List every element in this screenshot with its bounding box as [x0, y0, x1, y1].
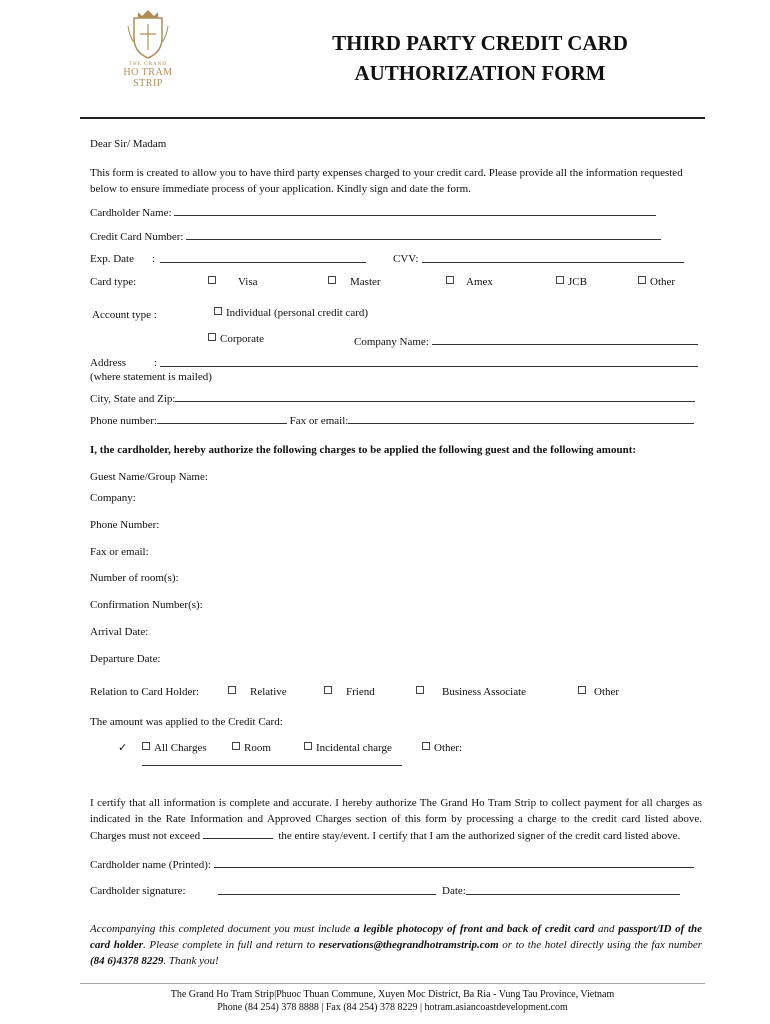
guest-name-label: Guest Name/Group Name: — [90, 471, 208, 483]
logo-name: HO TRAM STRIP — [123, 67, 173, 89]
date-field[interactable] — [466, 883, 680, 895]
guest-phone-label: Phone Number: — [90, 519, 160, 531]
signature-row: Cardholder signature: Date: — [90, 883, 702, 899]
card-type-other[interactable]: Other — [638, 274, 675, 290]
printed-name-row: Cardholder name (Printed): — [90, 856, 702, 873]
fax-field[interactable] — [348, 412, 694, 424]
departure-label: Departure Date: — [90, 653, 161, 665]
submission-note: Accompanying this completed document you must include a legible photocopy of front and back of credit card and passport/ID of the card holder. Please complete in full and return to reservations@thegrandhotramstrip.com or to the hotel directly using the fax number (84 6)4378 8229. Thank you! — [90, 923, 703, 967]
charge-limit-field[interactable] — [203, 827, 273, 839]
relation-friend[interactable]: Friend — [324, 684, 336, 700]
amount-room[interactable]: Room — [232, 740, 271, 756]
city-row: City, State and Zip: — [90, 390, 702, 407]
exp-cvv-row: Exp. Date : CVV: — [90, 251, 702, 267]
amount-other[interactable]: Other: — [422, 740, 462, 756]
logo-small-text: THE GRAND — [129, 62, 167, 67]
guest-fax-label: Fax or email: — [90, 546, 149, 558]
relation-row: Relation to Card Holder: Relative Friend Business Associate Other — [90, 686, 620, 698]
account-type-label: Account type : — [92, 309, 157, 321]
account-individual-option[interactable]: Individual (personal credit card) — [214, 307, 368, 319]
signature-field[interactable] — [218, 883, 436, 895]
title-divider — [80, 117, 705, 119]
footer-address: The Grand Ho Tram Strip|Phuoc Thuan Commune, Xuyen Moc District, Ba Ria - Vung Tau Province, Vietnam — [170, 989, 615, 1000]
certify-text: I certify that all information is complete and accurate. I hereby authorize The Grand Ho Tram Strip to collect payment for all charges as indicated in the Rate Information and Approved Charges section of this form by processing a charge to the credit card listed above. Charges must not exceed the entire stay/event. I certify that I am the authorized signer of the credit card listed above. — [90, 797, 702, 842]
card-type-master[interactable]: Master — [328, 274, 340, 290]
hotel-logo — [108, 8, 188, 92]
address-row: Address : — [90, 355, 702, 371]
card-type-amex[interactable]: Amex — [446, 274, 458, 290]
company-name-row: Company Name: — [354, 333, 698, 348]
card-number-field[interactable] — [186, 228, 661, 240]
greeting: Dear Sir/ Madam — [90, 138, 167, 150]
card-type-row: Card type: Visa Master Amex JCB Other — [90, 276, 676, 288]
company-name-field[interactable] — [432, 333, 698, 345]
phone-fax-row: Phone number: Fax or email: — [90, 412, 702, 429]
city-field[interactable] — [175, 390, 695, 402]
cardholder-name-row: Cardholder Name: — [90, 204, 702, 221]
relation-relative[interactable]: Relative — [228, 684, 240, 700]
relation-business[interactable]: Business Associate — [416, 684, 428, 700]
check-icon: ✓ — [118, 742, 128, 754]
amount-incidental[interactable]: Incidental charge — [304, 740, 392, 756]
crest-icon — [126, 8, 170, 60]
footer-divider — [80, 983, 705, 984]
arrival-label: Arrival Date: — [90, 626, 149, 638]
authorize-heading: I, the cardholder, hereby authorize the following charges to be applied the following guest and the following amount: — [90, 444, 637, 456]
rooms-label: Number of room(s): — [90, 572, 179, 584]
confirmation-label: Confirmation Number(s): — [90, 599, 203, 611]
printed-name-field[interactable] — [214, 856, 694, 868]
page-title: THIRD PARTY CREDIT CARD AUTHORIZATION FORM — [332, 31, 628, 85]
address-field[interactable] — [160, 355, 698, 367]
card-type-visa[interactable]: Visa — [208, 274, 220, 290]
amount-label: The amount was applied to the Credit Card: — [90, 716, 283, 728]
cardholder-name-field[interactable] — [174, 204, 656, 216]
card-number-row: Credit Card Number: — [90, 228, 702, 245]
address-note: (where statement is mailed) — [90, 371, 212, 383]
intro-text: This form is created to allow you to have third party expenses charged to your credit card. Please provide all the information requested below to ensure immediate process of your application. Kindly sign and date the form. — [90, 167, 683, 195]
reservation-email[interactable]: reservations@thegrandhotramstrip.com — [318, 939, 499, 951]
footer-contact: Phone (84 254) 378 8888 | Fax (84 254) 378 8229 | hotram.asiancoastdevelopment.com — [217, 1002, 568, 1013]
exp-date-field[interactable] — [160, 251, 366, 263]
amount-other-field[interactable] — [142, 754, 402, 769]
phone-field[interactable] — [157, 412, 287, 424]
card-type-jcb[interactable]: JCB — [556, 274, 587, 290]
amount-all-charges[interactable]: All Charges — [142, 740, 207, 756]
guest-company-label: Company: — [90, 492, 136, 504]
account-corporate-option[interactable]: Corporate — [208, 333, 264, 345]
cvv-field[interactable] — [422, 251, 684, 263]
relation-other[interactable]: Other — [578, 684, 590, 700]
